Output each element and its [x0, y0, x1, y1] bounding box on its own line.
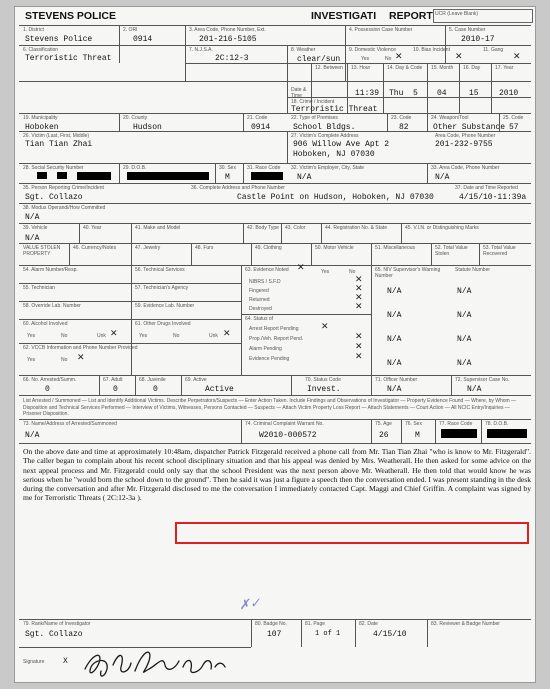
evidence-label: 63. Evidence Noted: [245, 267, 289, 273]
ori-value: 0914: [133, 35, 153, 44]
narrative-text: [23, 447, 531, 503]
narrative-highlight: "would born the school down to the ground". Then he said it was just a figure a speech then the conversation ended.: [73, 474, 427, 484]
investigation-report-form: [14, 6, 536, 683]
technician-label: 55. Technician: [23, 285, 55, 291]
case-number: 2010-17: [461, 35, 495, 44]
active-label: 69. Active: [185, 377, 207, 383]
district-value: Stevens Police: [25, 35, 93, 44]
date-reported: 4/15/10-11:39a: [459, 193, 527, 202]
domestic-yes: Yes: [361, 56, 370, 62]
dom-value: 15: [469, 89, 479, 98]
reporting-address: Castle Point on Hudson, Hoboken, NJ 07030: [237, 193, 434, 202]
alcohol-unk: Unk: [97, 333, 106, 339]
victim-label: 26. Victim (Last, First, Middle): [23, 133, 90, 139]
handwritten-mark: ✗✓: [238, 595, 262, 614]
date-reported-label: 37. Date and Time Reported: [455, 185, 518, 191]
juvenile-value: 0: [153, 385, 158, 394]
alcohol-unk-checkmark: ✕: [110, 329, 118, 339]
body-label: 42. Body Type: [247, 225, 279, 231]
supervisor-case-value: N/A: [467, 385, 482, 394]
status-code-label: 70. Status Code: [305, 377, 341, 383]
race-label: 31. Race Code: [247, 165, 281, 171]
arrests-value: 0: [45, 385, 50, 394]
ev-item-3: Returned: [249, 297, 270, 303]
employer-value: N/A: [297, 173, 312, 182]
page-label: 81. Page: [305, 621, 326, 627]
mo-label: 38. Modus Operandi/How Committed: [23, 205, 106, 211]
redaction-ssn-3: [77, 172, 111, 180]
district-label: 1. District: [23, 27, 44, 33]
report-title: INVESTIGATI: [311, 10, 377, 22]
page-current: 1: [315, 630, 320, 638]
weapon-value: Other Substance: [433, 123, 506, 132]
jewelry-label: 47. Jewelry: [135, 245, 161, 251]
investigator-label: 79. Rank/Name of Investigator: [23, 621, 91, 627]
age-value: 26: [379, 431, 389, 440]
weather-value: clear/sun: [297, 55, 341, 64]
total-stolen-label: 52. Total Value Stolen: [435, 245, 468, 257]
reporting-address-label: 36. Complete Address and Phone Number: [191, 185, 285, 191]
classification-value: Terroristic Threat: [25, 54, 112, 63]
domestic-no-checkmark: ✕: [395, 52, 403, 62]
victim-name: Tian Tian Zhai: [25, 140, 93, 149]
ev-check-3: ✕: [355, 293, 363, 303]
arrests-label: 66. No. Arrested/Summ.: [23, 377, 77, 383]
business-phone-label: 33. Area Code, Phone Number: [431, 165, 500, 171]
active-value: Active: [205, 385, 234, 394]
alcohol-yes: Yes: [27, 333, 36, 339]
mo-value: N/A: [25, 213, 40, 222]
value-stolen-label: VALUE STOLEN PROPERTY: [23, 245, 61, 257]
drugs-no: No: [173, 333, 180, 339]
arrest-sex-value: M: [415, 431, 420, 440]
complaint-value: W2010-000572: [259, 431, 317, 440]
status-of-label: 64. Status of: [245, 316, 274, 322]
reporting-label: 35. Person Reporting Crime/Incident: [23, 185, 104, 191]
vin-label: 45. V.I.N. or Distinguishing Marks: [405, 225, 479, 231]
furs-label: 48. Furs: [195, 245, 214, 251]
premises-code-value: 82: [399, 123, 409, 132]
weapon-code-value: 57: [509, 123, 519, 132]
lab-number-label: 59. Evidence Lab. Number: [135, 303, 195, 309]
evidence-yes: Yes: [321, 269, 330, 275]
ucr-label: UCR (Leave Blank): [435, 11, 479, 17]
weather-label: 8. Weather: [291, 47, 316, 53]
weapon-label: 24. Weapon/Tool: [431, 115, 469, 121]
dom-label: 16. Day: [463, 65, 481, 71]
municipality-label: 19. Municipality: [23, 115, 58, 121]
total-recovered-label: 53. Total Value Recovered: [483, 245, 516, 257]
vccb-yes: Yes: [27, 357, 36, 363]
redaction-race: [251, 172, 283, 180]
ev-item-4: Destroyed: [249, 306, 272, 312]
reporting-value: Sgt. Collazo: [25, 193, 83, 202]
narrative-part1: On the above date and time at approximately 10:48am, dispatcher Patrick Fitzgerald received a phone call from Mr. Tian Tian Zhai "who is know to Mr. Fitzgerald". The caller began to complain about his recent school disciplinary situation and that his appeal was denied by Mrs. Weatherall. He then asked for some advice on the next appeal process and Mr. Fitzgerald could only say that the school President was the next person above Mr. Weatherall. He then told that: [23, 447, 531, 475]
motor-vehicle-label: 50. Motor Vehicle: [315, 245, 354, 251]
redaction-dob: [127, 172, 209, 180]
bias-label: 10. Bias Incident: [413, 47, 450, 53]
currency-label: 46. Currency/Notes: [73, 245, 117, 251]
drugs-unk: Unk: [209, 333, 218, 339]
phone-value: 201-216-5105: [199, 35, 257, 44]
victim-phone-label: Area Code, Phone Number: [435, 133, 496, 139]
vccb-no: No: [61, 357, 68, 363]
dob-label: 29. D.O.B.: [123, 165, 147, 171]
arrest-dob-label: 78. D.O.B.: [485, 421, 509, 427]
statute-na-2: N/A: [457, 311, 472, 320]
crime-label: 18. Crime / Incident: [291, 99, 335, 105]
victim-address-label: 27. Victim's Complete Address: [291, 133, 359, 139]
njsa-label: 7. N.J.S.A.: [189, 47, 213, 53]
arrested-name-value: N/A: [25, 431, 40, 440]
victim-address-line1: 906 Willow Ave Apt 2: [293, 140, 390, 149]
vccb-no-checkmark: ✕: [77, 353, 85, 363]
drugs-unk-checkmark: ✕: [223, 329, 231, 339]
reviewer-label: 83. Reviewer & Badge Number: [431, 621, 500, 627]
make-label: 41. Make and Model: [135, 225, 181, 231]
st-item-4: Evidence Pending: [249, 356, 290, 362]
st-item-3: Alarm Pending: [249, 346, 282, 352]
njsa-value: 2C:12-3: [215, 54, 249, 63]
day-value: Thu: [389, 89, 404, 98]
ev-item-1: NIBRS / S.F.D: [249, 279, 281, 285]
code-value: 0914: [251, 123, 271, 132]
niv-na-4: N/A: [387, 359, 402, 368]
instructions-text: List Arrested / Summoned — List and Identify Additional Victims. Describe Perpetrators/Suspects — Enter Action Taken. Include Findings and Observations of Investigator — Property Evidence Found — Where, by Whom — Disposition and Technical Services Performed — Interview of Victims, Witnesses, Persons Contacted — Suspects — Attach Victim Property Loss Report — Attach Statements — Court Action — All NCIC Entry/Inquiries — Prisoner Disposition.: [23, 398, 517, 417]
ssn-label: 28. Social Security Number: [23, 165, 84, 171]
premises-label: 22. Type of Premises: [291, 115, 338, 121]
complaint-label: 74. Criminal Complaint Warrant No.: [245, 421, 324, 427]
gang-no-checkmark: ✕: [513, 52, 521, 62]
override-label: 58. Override Lab. Number: [23, 303, 81, 309]
niv-na-3: N/A: [387, 335, 402, 344]
page-number: [315, 630, 340, 638]
color-label: 43. Color: [285, 225, 306, 231]
county-label: 20. County: [123, 115, 148, 121]
hour-value: 11:39: [355, 89, 380, 98]
day-code: 5: [413, 89, 418, 98]
evidence-no: No: [349, 269, 356, 275]
vehicle-label: 39. Vehicle: [23, 225, 48, 231]
clothing-label: 49. Clothing: [255, 245, 282, 251]
crime-value: Terroristic Threat: [291, 105, 378, 114]
niv-na-1: N/A: [387, 287, 402, 296]
vehicle-value: N/A: [25, 234, 40, 243]
badge-value: 107: [267, 630, 282, 639]
statute-na-1: N/A: [457, 287, 472, 296]
arrest-sex-label: 76. Sex: [405, 421, 422, 427]
registration-label: 44. Registration No. & State: [325, 225, 387, 231]
miscellaneous-label: 51. Miscellaneous: [375, 245, 416, 251]
statute-na-4: N/A: [457, 359, 472, 368]
business-phone-value: N/A: [435, 173, 450, 182]
st-item-2: Prop./Veh. Report Pend.: [249, 336, 304, 342]
phone-label: 3. Area Code, Phone Number, Ext.: [189, 27, 266, 33]
st-check-4: ✕: [355, 352, 363, 362]
status-code-value: Invest.: [307, 385, 341, 394]
gang-label: 11. Gang: [483, 47, 504, 53]
county-value: Hudson: [133, 123, 162, 132]
ev-check-2: ✕: [355, 284, 363, 294]
st-check-3: ✕: [355, 342, 363, 352]
narrative-part3: I was present standing in the desk during the conversation and after Mr. Fitzgerald disclosed to me the conversation I immediately contacted Capt. Maggi and Chief Griffin. A complaint was signed by me for Terroristic Threats ( 2C:12-3a ).: [23, 474, 531, 503]
bias-no-checkmark: ✕: [455, 52, 463, 62]
drugs-yes: Yes: [139, 333, 148, 339]
st-check-2: ✕: [355, 332, 363, 342]
badge-label: 80. Badge No.: [255, 621, 287, 627]
adult-value: 0: [113, 385, 118, 394]
drugs-label: 61. Other Drugs Involved: [135, 321, 191, 327]
arrested-name-label: 73. Name/Address of Arrested/Summoned: [23, 421, 117, 427]
ori-label: 2. ORI: [123, 27, 138, 33]
code-label: 21. Code: [247, 115, 268, 121]
domestic-no: No: [385, 56, 392, 62]
hour-label: 13. Hour: [351, 65, 371, 71]
investigator-name: Sgt. Collazo: [25, 630, 83, 639]
highlight-box: [175, 522, 529, 544]
niv-na-2: N/A: [387, 311, 402, 320]
ucr-box: [433, 9, 533, 23]
victim-phone: 201-232-9755: [435, 140, 493, 149]
vccb-label: 62. VCCB Information and Phone Number Provided: [23, 345, 138, 351]
case-label: 5. Case Number: [449, 27, 486, 33]
redaction-ssn-1: [37, 172, 47, 179]
alcohol-label: 60. Alcohol Involved: [23, 321, 68, 327]
ev-check-1: ✕: [355, 275, 363, 285]
evidence-checkmark: ✕: [297, 263, 305, 273]
page-of: of: [323, 630, 332, 638]
premises-code-label: 23. Code: [391, 115, 412, 121]
age-label: 75. Age: [375, 421, 392, 427]
date-value: 4/15/10: [373, 630, 407, 639]
victim-address-line2: Hoboken, NJ 07030: [293, 150, 375, 159]
sex-value: M: [225, 173, 230, 182]
alcohol-no: No: [61, 333, 68, 339]
agency-title: STEVENS POLICE: [25, 10, 117, 22]
signature-label: Signature: [23, 659, 45, 665]
year-label: 17. Year: [495, 65, 514, 71]
st-item-1: Arrest Report Pending: [249, 326, 299, 332]
weapon-code-label: 25. Code: [503, 115, 524, 121]
alarm-label: 54. Alarm Number/Resp.: [23, 267, 78, 273]
municipality-value: Hoboken: [25, 123, 59, 132]
st-check-1: ✕: [321, 322, 329, 332]
narrative-part2: would know he was serious when he: [23, 465, 531, 484]
redaction-arrest-race: [441, 429, 477, 438]
year-value: 2010: [499, 89, 519, 98]
report-word: REPORT: [389, 10, 433, 22]
redaction-ssn-2: [57, 172, 67, 179]
domestic-label: 9. Domestic Violence: [349, 47, 396, 53]
ev-check-4: ✕: [355, 302, 363, 312]
premises-value: School Bldgs.: [293, 123, 356, 132]
month-label: 15. Month: [431, 65, 454, 71]
juvenile-label: 68. Juvenile: [139, 377, 166, 383]
between-label: 12. Between: [315, 65, 343, 71]
day-label: 14. Day & Code: [387, 65, 423, 71]
officer-number-value: N/A: [387, 385, 402, 394]
date-label: 82. Date: [359, 621, 378, 627]
adult-label: 67. Adult: [103, 377, 123, 383]
niv-label: 65. NIV Supervisor's Warning Number: [375, 267, 441, 279]
date-time-label: Date & Time: [291, 87, 307, 99]
statute-na-3: N/A: [457, 335, 472, 344]
signature-x: X: [63, 657, 68, 666]
arrest-race-label: 77. Race Code: [439, 421, 473, 427]
officer-number-label: 71. Officer Number: [375, 377, 418, 383]
tech-agency-label: 57. Technician's Agency: [135, 285, 189, 291]
sex-label: 30. Sex: [219, 165, 236, 171]
ev-item-2: Fingered: [249, 288, 269, 294]
supervisor-case-label: 72. Supervisor Case No.: [455, 377, 510, 383]
possession-label: 4. Possession Case Number: [349, 27, 413, 33]
statute-label: Statute Number: [455, 267, 491, 273]
employer-label: 32. Victim's Employer, City, State: [291, 165, 365, 171]
signature-image: [79, 643, 229, 683]
month-value: 04: [437, 89, 447, 98]
redaction-arrest-dob: [487, 429, 527, 438]
vehicle-year-label: 40. Year: [83, 225, 102, 231]
classification-label: 6. Classification: [23, 47, 59, 53]
page-total: 1: [336, 630, 341, 638]
tech-services-label: 56. Technical Services: [135, 267, 185, 273]
